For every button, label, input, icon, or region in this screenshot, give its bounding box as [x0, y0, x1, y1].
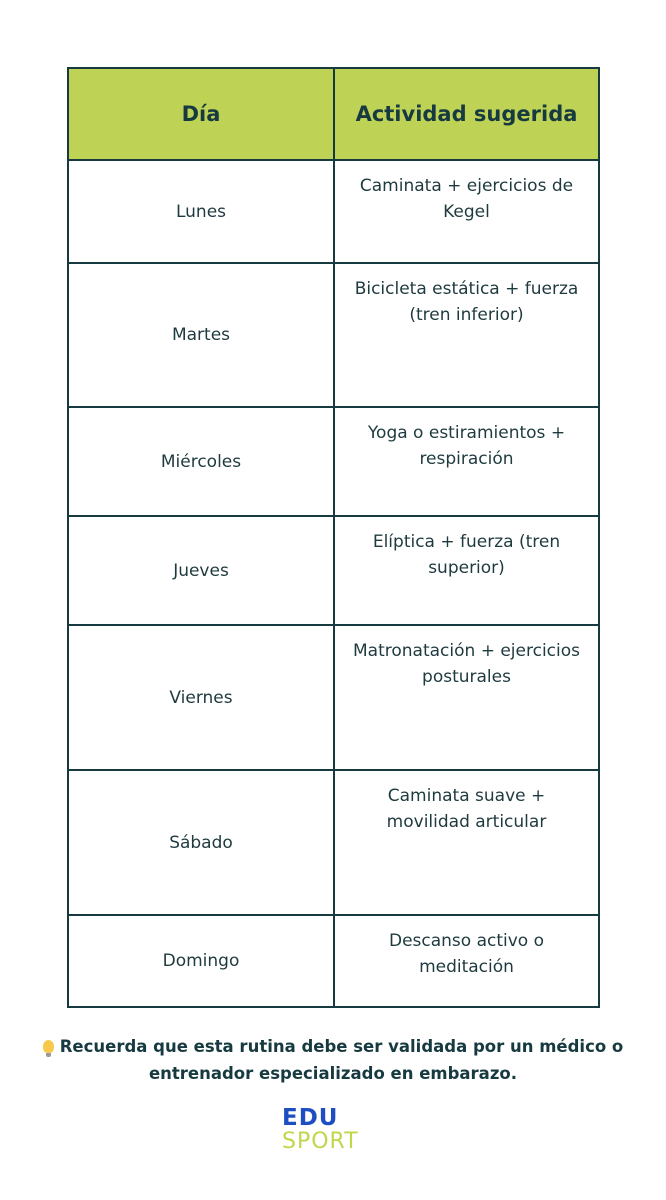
day-cell: [68, 160, 334, 263]
table-row: [68, 160, 599, 263]
brand-logo: [282, 1106, 392, 1154]
activity-label: Bicicleta estática + fuerza (tren inferior): [354, 279, 579, 325]
day-label: Domingo: [162, 951, 240, 971]
day-cell: [68, 625, 334, 770]
table-header-row: [68, 68, 599, 160]
activity-label: Descanso activo o meditación: [388, 931, 545, 977]
table-row: [68, 625, 599, 770]
column-header-activity: Actividad sugerida: [334, 68, 599, 160]
activity-label: Caminata suave + movilidad articular: [386, 786, 547, 832]
day-cell: [68, 407, 334, 516]
table-row: [68, 516, 599, 625]
table-row: [68, 770, 599, 915]
activity-cell: [334, 625, 599, 770]
day-label: Sábado: [169, 832, 233, 853]
activity-cell: [334, 407, 599, 516]
weekly-activity-table: [67, 67, 600, 1008]
day-label: Martes: [171, 325, 231, 345]
table-row: [68, 263, 599, 407]
activity-cell: [334, 263, 599, 407]
activity-cell: [334, 516, 599, 625]
day-cell: [68, 263, 334, 407]
activity-label: Yoga o estiramientos + respiración: [367, 423, 566, 469]
disclaimer-note: [40, 1033, 626, 1087]
day-cell: [68, 915, 334, 1007]
lightbulb-icon: [43, 1040, 54, 1053]
disclaimer-text: Recuerda que esta rutina debe ser validada por un médico o entrenador especializado en embarazo.: [59, 1037, 624, 1083]
activity-cell: [334, 160, 599, 263]
day-cell: [68, 516, 334, 625]
logo-bottom-text: SPORT: [282, 1129, 359, 1154]
table-row: [68, 407, 599, 516]
activity-cell: [334, 770, 599, 915]
day-label: Lunes: [175, 201, 227, 222]
day-label: Jueves: [173, 560, 229, 581]
day-label: Miércoles: [160, 451, 242, 472]
day-cell: [68, 770, 334, 915]
activity-label: Matronatación + ejercicios posturales: [353, 641, 580, 687]
column-header-day: Día: [68, 68, 334, 160]
activity-label: Caminata + ejercicios de Kegel: [359, 176, 574, 222]
activity-label: Elíptica + fuerza (tren superior): [372, 532, 561, 578]
day-label: Viernes: [169, 687, 233, 708]
logo-top-text: EDU: [282, 1105, 339, 1131]
table-row: [68, 915, 599, 1007]
activity-cell: [334, 915, 599, 1007]
